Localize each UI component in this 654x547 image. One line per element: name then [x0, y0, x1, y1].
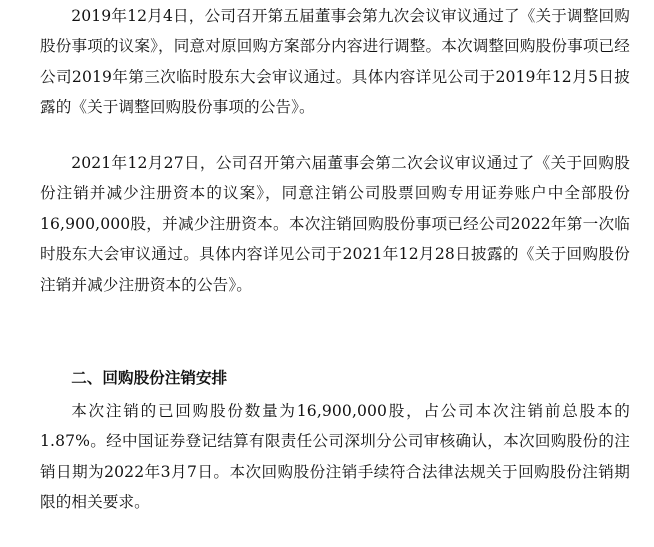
- paragraph-adjust-repurchase: 2019年12月4日，公司召开第五届董事会第九次会议审议通过了《关于调整回购股份事项的议案》，同意对原回购方案部分内容进行调整。本次调整回购股份事项已经公司2019年第三次临时股东大会审议通过。具体内容详见公司于2019年12月5日披露的《关于调整回购股份事项的公告》。: [40, 7, 630, 117]
- section-heading: 二、回购股份注销安排: [71, 369, 228, 387]
- paragraph-cancel-repurchase: 2021年12月27日，公司召开第六届董事会第二次会议审议通过了《关于回购股份注销并减少注册资本的议案》，同意注销公司股票回购专用证券账户中全部股份16,900,000股，并减少注册资本。本次注销回购股份事项已经公司2022年第一次临时股东大会审议通过。具体内容详见公司于2021年12月28日披露的《关于回购股份注销并减少注册资本的公告》。: [40, 154, 630, 294]
- paragraph-cancellation-arrangement: 本次注销的已回购股份数量为16,900,000股，占公司本次注销前总股本的1.87%。经中国证券登记结算有限责任公司深圳分公司审核确认，本次回购股份的注销日期为2022年3月7日。本次回购股份注销手续符合法律法规关于回购股份注销期限的相关要求。: [40, 402, 630, 512]
